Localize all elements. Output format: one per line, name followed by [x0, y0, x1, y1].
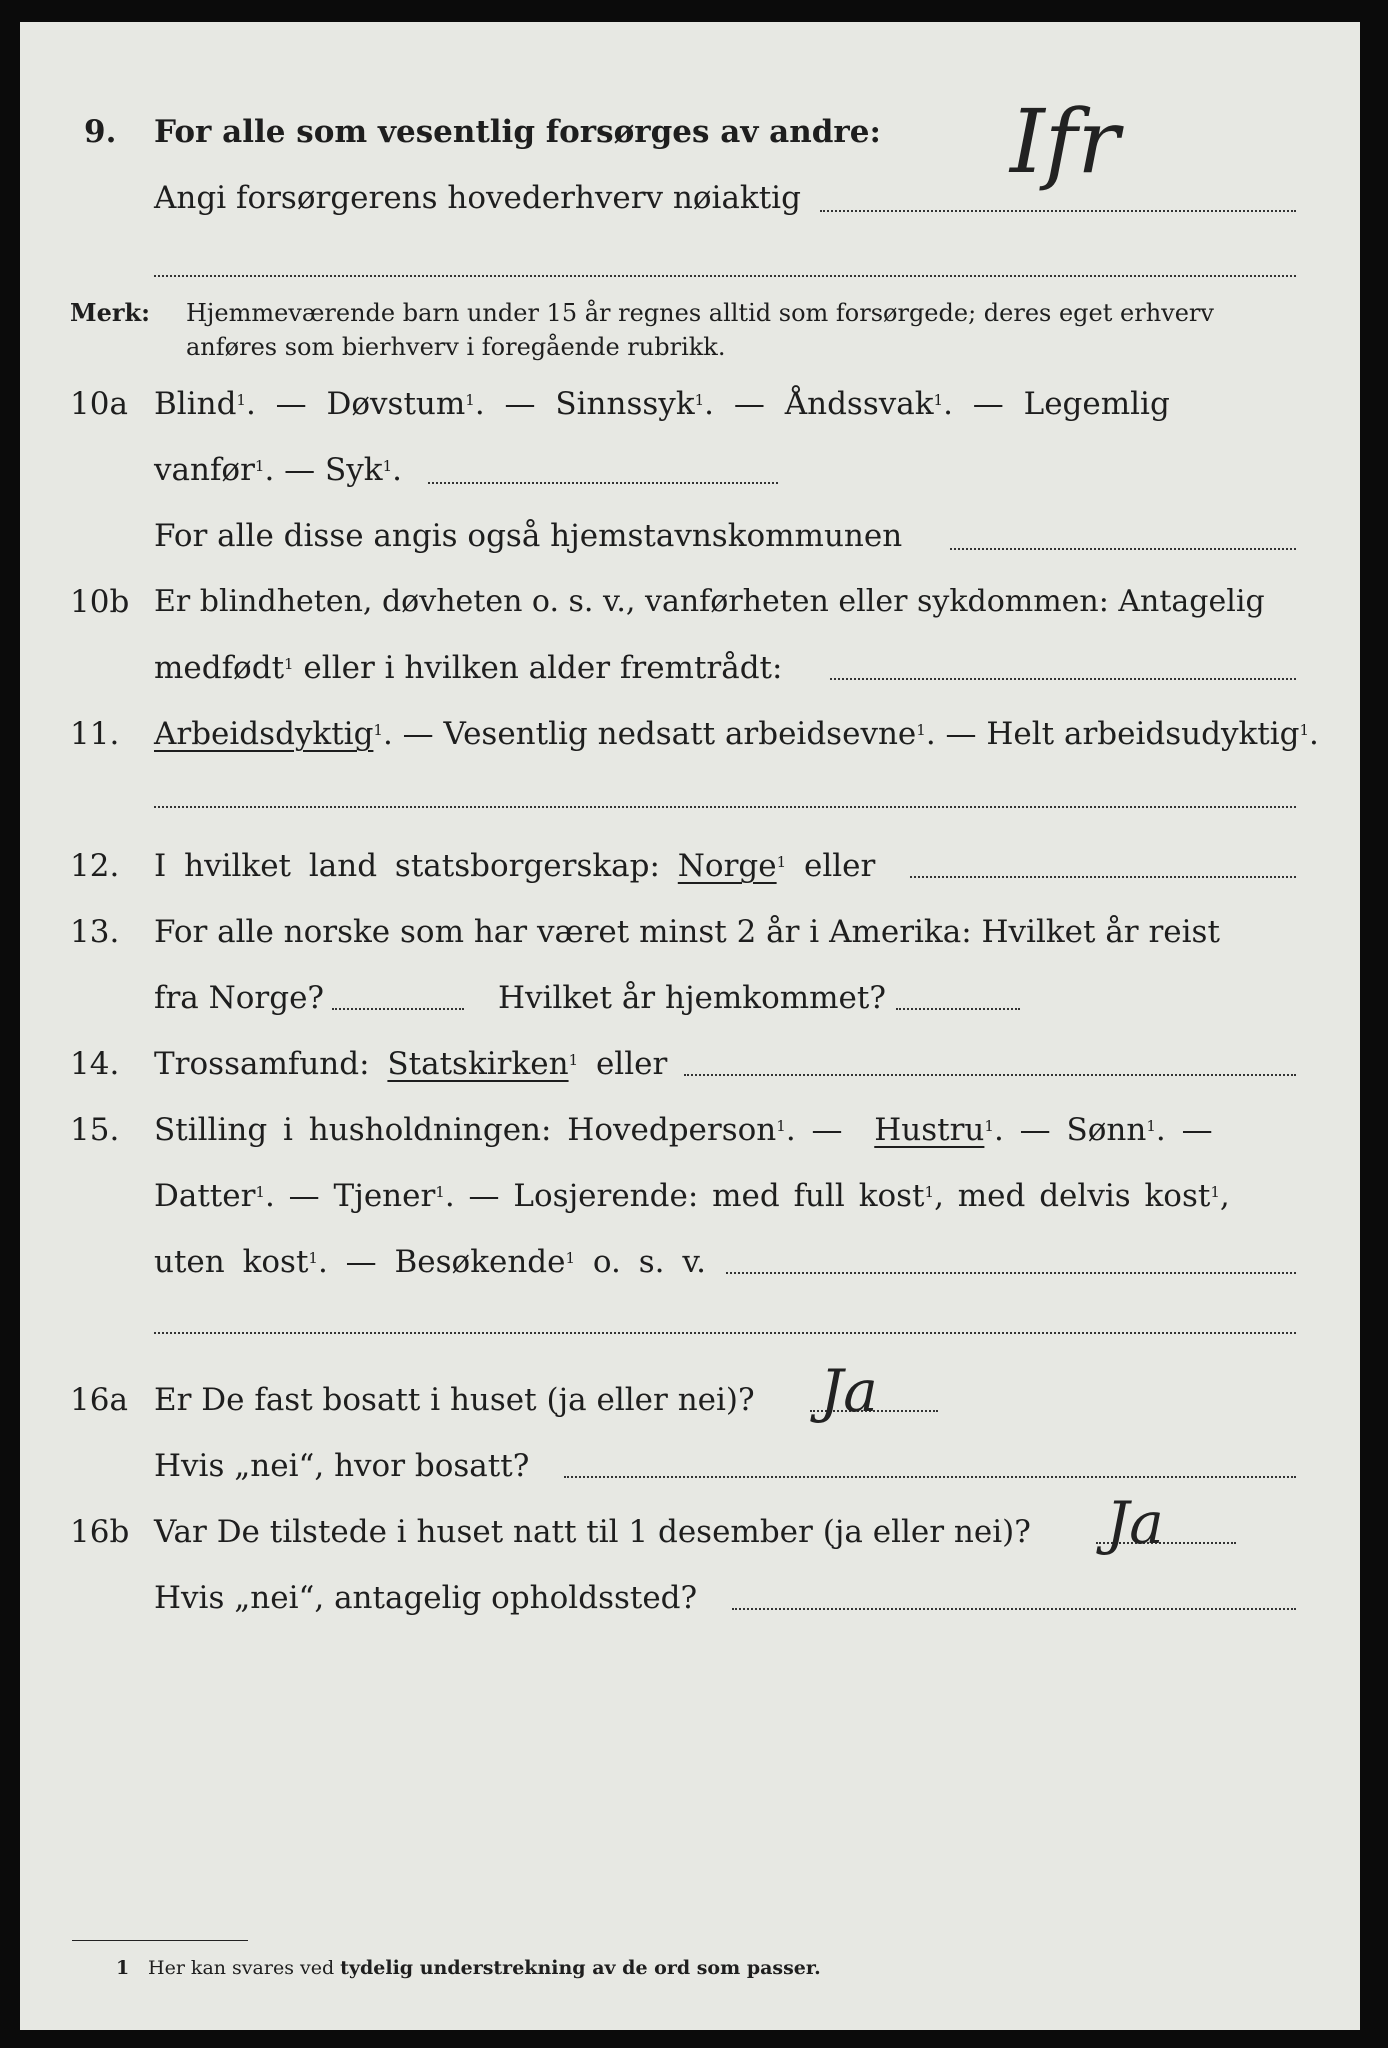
q16b-handwritten-answer: Ja: [1106, 1489, 1164, 1557]
note-line1: Hjemmeværende barn under 15 år regnes alltid som forsørgede; deres eget erhverv: [186, 299, 1214, 327]
q14-option-statskirken[interactable]: Statskirken: [387, 1046, 569, 1082]
q9-answer-line-2[interactable]: [154, 275, 1296, 277]
q9-handwritten-answer: Ifr: [1010, 90, 1120, 193]
q9-line2: Angi forsørgerens hovederhverv nøiaktig: [154, 180, 801, 216]
footnote-mark: 1: [116, 1957, 130, 1979]
note-label: Merk:: [70, 298, 150, 327]
q13-hjemkommet-line[interactable]: [896, 1008, 1020, 1010]
q9-number: 9.: [84, 114, 117, 150]
q9-line1: For alle som vesentlig forsørges av andre:: [154, 114, 881, 150]
q14-answer-line[interactable]: [684, 1074, 1296, 1076]
q11-option-arbeidsdyktig[interactable]: Arbeidsdyktig: [154, 716, 374, 752]
q10a-number: 10a: [70, 386, 128, 422]
census-form-page: [20, 22, 1360, 2030]
q16a-line2: Hvis „nei“, hvor bosatt?: [154, 1448, 530, 1484]
q16b-opholdssted-line[interactable]: [732, 1608, 1296, 1610]
q10a-line2: vanfør$^1$. — Syk$^1$.: [154, 452, 402, 488]
q16a-number: 16a: [70, 1382, 128, 1418]
q13-line2b: Hvilket år hjemkommet?: [498, 980, 886, 1016]
q13-number: 13.: [70, 914, 120, 950]
q10b-number: 10b: [70, 584, 130, 620]
q15-line1: Stilling i husholdningen: Hovedperson$^1$. — Hustru$^1$. — Sønn$^1$. —: [154, 1112, 1213, 1148]
q12-line: I hvilket land statsborgerskap: Norge$^1$ eller: [154, 848, 876, 884]
q11-number: 11.: [70, 716, 120, 752]
q12-answer-line[interactable]: [910, 876, 1296, 878]
q16b-line2: Hvis „nei“, antagelig opholdssted?: [154, 1580, 698, 1616]
footnote-rule: [72, 1940, 248, 1941]
q13-line1: For alle norske som har været minst 2 år i Amerika: Hvilket år reist: [154, 914, 1220, 950]
q11-line: Arbeidsdyktig$^1$. — Vesentlig nedsatt arbeidsevne$^1$. — Helt arbeidsudyktig$^1$.: [154, 716, 1319, 752]
q16a-handwritten-answer: Ja: [820, 1357, 878, 1425]
q16a-bosatt-line[interactable]: [564, 1476, 1296, 1478]
q11-answer-line[interactable]: [154, 806, 1296, 808]
q10b-line1: Er blindheten, døvheten o. s. v., vanførheten eller sykdommen: Antagelig: [154, 584, 1265, 619]
q13-line2a: fra Norge?: [154, 980, 325, 1016]
q12-number: 12.: [70, 848, 120, 884]
q16b-line1: Var De tilstede i huset natt til 1 desember (ja eller nei)?: [154, 1514, 1031, 1550]
q16b-number: 16b: [70, 1514, 130, 1550]
q10a-line3: For alle disse angis også hjemstavnskommunen: [154, 518, 903, 554]
q16a-line1: Er De fast bosatt i huset (ja eller nei)?: [154, 1382, 755, 1418]
q9-answer-line[interactable]: [820, 210, 1296, 212]
q14-line: Trossamfund: Statskirken$^1$ eller: [154, 1046, 668, 1082]
q13-reist-line[interactable]: [332, 1008, 464, 1010]
q10a-answer-line[interactable]: [428, 482, 778, 484]
q15-option-hustru[interactable]: Hustru: [874, 1112, 985, 1148]
q15-line2: Datter$^1$. — Tjener$^1$. — Losjerende: med full kost$^1$, med delvis kost$^1$,: [154, 1178, 1230, 1214]
q15-number: 15.: [70, 1112, 120, 1148]
q10a-municipality-line[interactable]: [950, 548, 1296, 550]
q10b-line2: medfødt$^1$ eller i hvilken alder fremtrådt:: [154, 650, 783, 686]
q15-answer-line[interactable]: [726, 1272, 1296, 1274]
footnote-text: Her kan svares ved tydelig understrekning av de ord som passer.: [148, 1957, 821, 1979]
q15-line3: uten kost$^1$. — Besøkende$^1$ o. s. v.: [154, 1244, 707, 1280]
q10b-answer-line[interactable]: [830, 678, 1296, 680]
q14-number: 14.: [70, 1046, 120, 1082]
q10a-line1: Blind$^1$. — Døvstum$^1$. — Sinnssyk$^1$. — Åndssvak$^1$. — Legemlig: [154, 386, 1170, 422]
note-line2: anføres som bierhverv i foregående rubrikk.: [186, 333, 726, 361]
q15-answer-line-2[interactable]: [154, 1332, 1296, 1334]
q12-option-norge[interactable]: Norge: [677, 848, 777, 884]
